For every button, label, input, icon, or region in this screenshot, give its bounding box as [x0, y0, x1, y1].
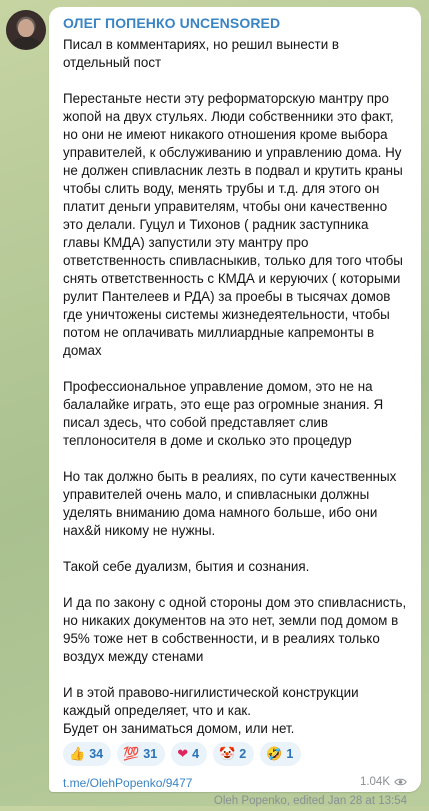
reaction-thumbs-up[interactable]: [63, 742, 111, 766]
views-count: 1.04K: [359, 776, 390, 788]
paragraph-law: И да по закону с одной стороны дом это спивласнисть, но никаких документов на это нет, земли под домом в 95% тоже нет в собственности, и в реалиях только воздух между стенами: [63, 595, 407, 664]
paragraph-management: Профессиональное управление домом, это не на балалайке играть, это еще раз огромные знания. Я писал здесь, что собой представляет слив теплоносителя в доме и сколько это процедур: [63, 379, 384, 448]
reaction-count: 2: [239, 747, 247, 761]
paragraph-reality: Но так должно быть в реалиях, по сути качественных управителей очень мало, и спивласныки должны уделять вниманию дома намного больше, ибо они нах&й никому не нужны.: [63, 469, 397, 538]
paragraph-closing: Будет он заниматься домом, или нет.: [63, 721, 295, 736]
reaction-hundred[interactable]: [117, 742, 165, 766]
post-link[interactable]: t.me/OlehPopenko/9477: [63, 776, 193, 790]
reaction-clown[interactable]: [213, 742, 254, 766]
message-text: [63, 36, 407, 738]
rofl-face-icon: 🤣: [266, 746, 283, 761]
reaction-count: 31: [143, 747, 158, 761]
reaction-count: 4: [192, 747, 200, 761]
reaction-count: 1: [286, 747, 294, 761]
reaction-rofl[interactable]: [260, 742, 301, 766]
paragraph-intro: Писал в комментариях, но решил вынести в отдельный пост: [63, 37, 340, 70]
avatar-face: [18, 19, 34, 37]
thumbs-up-icon: 👍: [69, 746, 86, 761]
heart-icon: ❤: [177, 746, 189, 761]
channel-avatar[interactable]: [6, 10, 46, 50]
reaction-heart[interactable]: [171, 742, 207, 766]
hundred-points-icon: 💯: [123, 746, 140, 761]
post-meta: Oleh Popenko, edited Jan 28 at 13:54: [213, 795, 407, 807]
reactions-bar: [63, 742, 407, 766]
channel-name[interactable]: ОЛЕГ ПОПЕНКО UNCENSORED: [63, 15, 281, 31]
views-counter: [360, 776, 407, 788]
paragraph-construct: И в этой правово-нигилистической конструкции каждый определяет, что и как.: [63, 685, 359, 718]
paragraph-main: Перестаньте нести эту реформаторскую мантру про жопой на двух стульях. Люди собственники это факт, но они не имеют никакого отношения кроме выбора управителей, к обслуживанию и управлению дома. Ну не должен спивласник лезть в подвал и крутить краны чтобы слить воду, менять трубы и т.д. для этого он платит деньги управителям, чтобы они качественно это делали. Гуцул и Тихонов ( радник заступника главы КМДА) запустили эту мантру про ответственность спивласныкив, только для того чтобы снять ответственность с КМДА и керуючих ( которыми рулит Пантелеев и РДА) за проебы в тысячах домов где уничтожены системы жизнедеятельности, чтобы потом не оплачивать миллиардные капремонты в домах: [63, 91, 403, 358]
message-bubble: [49, 7, 421, 807]
reaction-count: 34: [89, 747, 104, 761]
avatar-body: [11, 37, 41, 50]
eye-icon: [394, 777, 407, 787]
clown-face-icon: 🤡: [219, 746, 236, 761]
paragraph-dualism: Такой себе дуализм, бытия и сознания.: [63, 559, 310, 574]
link-row: [63, 776, 407, 792]
